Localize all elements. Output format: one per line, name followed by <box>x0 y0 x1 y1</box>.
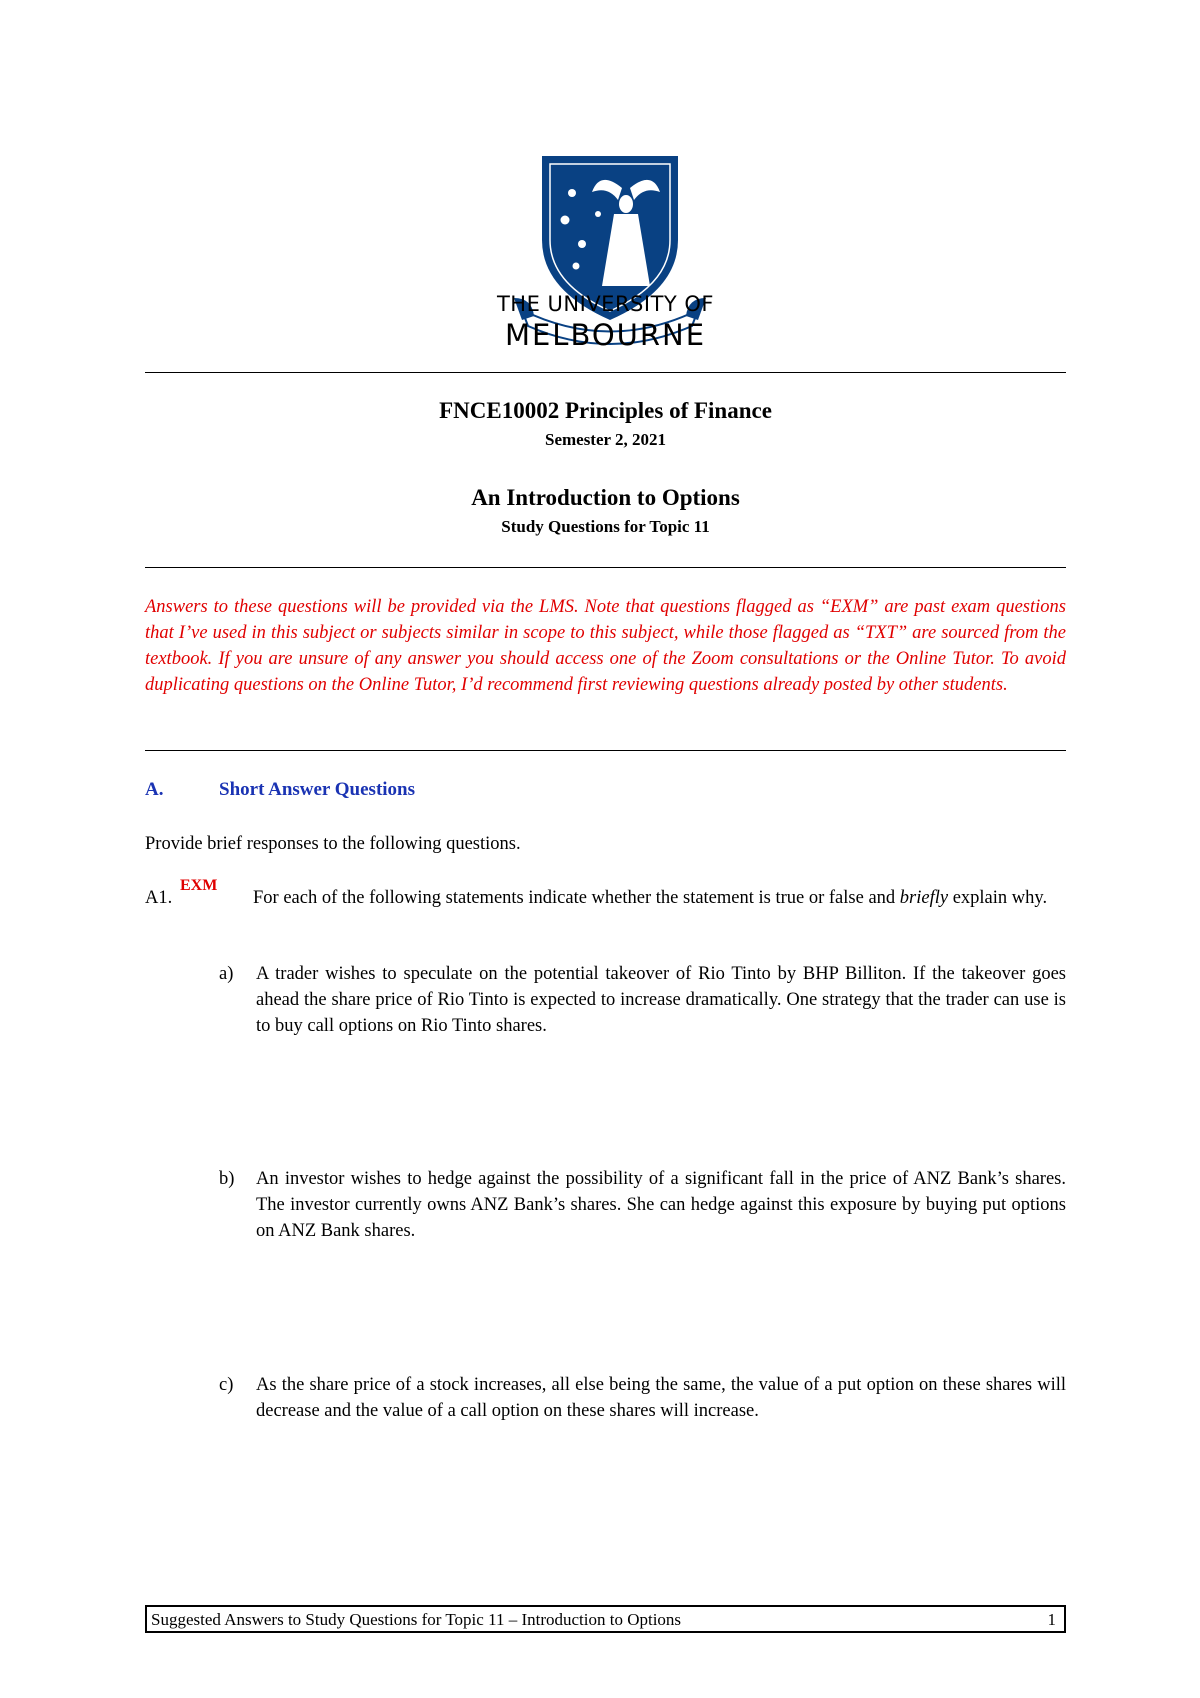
university-name-line1: THE UNIVERSITY OF <box>496 292 715 316</box>
section-letter: A. <box>145 779 164 800</box>
item-text-b: An investor wishes to hedge against the possibility of a significant fall in the price of ANZ Bank’s shares. The investor currently owns ANZ Bank’s shares. She can hedge against this exposure by buying put options on ANZ Bank shares. <box>256 1169 1066 1241</box>
semester-label: Semester 2, 2021 <box>544 430 667 449</box>
question-flag-badge: EXM <box>180 877 218 894</box>
item-text-c: As the share price of a stock increases, all else being the same, the value of a put option on these shares will decrease and the value of a call option on these shares will increase. <box>256 1375 1066 1421</box>
course-title: FNCE10002 Principles of Finance <box>439 398 772 423</box>
topic-subtitle: Study Questions for Topic 11 <box>501 517 710 536</box>
question-label: A1. <box>145 888 173 908</box>
page-number: 1 <box>1047 1610 1056 1629</box>
divider-top <box>145 372 1066 373</box>
question-text-part2: explain why. <box>948 888 1048 908</box>
question-text-part1: For each of the following statements indicate whether the statement is true or false and <box>253 888 900 908</box>
question-text-emphasis: briefly <box>899 888 949 908</box>
university-name-line2: MELBOURNE <box>504 318 707 352</box>
section-title: Short Answer Questions <box>219 779 416 800</box>
item-text-a: A trader wishes to speculate on the potential takeover of Rio Tinto by BHP Billiton. If the takeover goes ahead the share price of Rio Tinto is expected to increase dramatically. One strategy that the trader can use is to buy call options on Rio Tinto shares. <box>256 964 1066 1036</box>
item-label-c: c) <box>219 1375 234 1395</box>
footer-text: Suggested Answers to Study Questions for Topic 11 – Introduction to Options <box>151 1610 682 1629</box>
divider-bottom <box>145 750 1066 751</box>
item-label-a: a) <box>219 964 234 984</box>
instructions-note: Answers to these questions will be provided via the LMS. Note that questions flagged as “EXM” are past exam questions that I’ve used in this subject or subjects similar in scope to this subject, while those flagged as “TXT” are sourced from the textbook. If you are unsure of any answer you should access one of the Zoom consultations or the Online Tutor. To avoid duplicating questions on the Online Tutor, I’d recommend first reviewing questions already posted by other students. <box>145 597 1066 695</box>
question-text <box>253 885 1066 911</box>
item-label-b: b) <box>219 1169 235 1189</box>
section-intro: Provide brief responses to the following questions. <box>145 834 521 854</box>
topic-title: An Introduction to Options <box>471 485 740 510</box>
page-footer <box>145 1605 1066 1633</box>
divider-middle <box>145 567 1066 568</box>
